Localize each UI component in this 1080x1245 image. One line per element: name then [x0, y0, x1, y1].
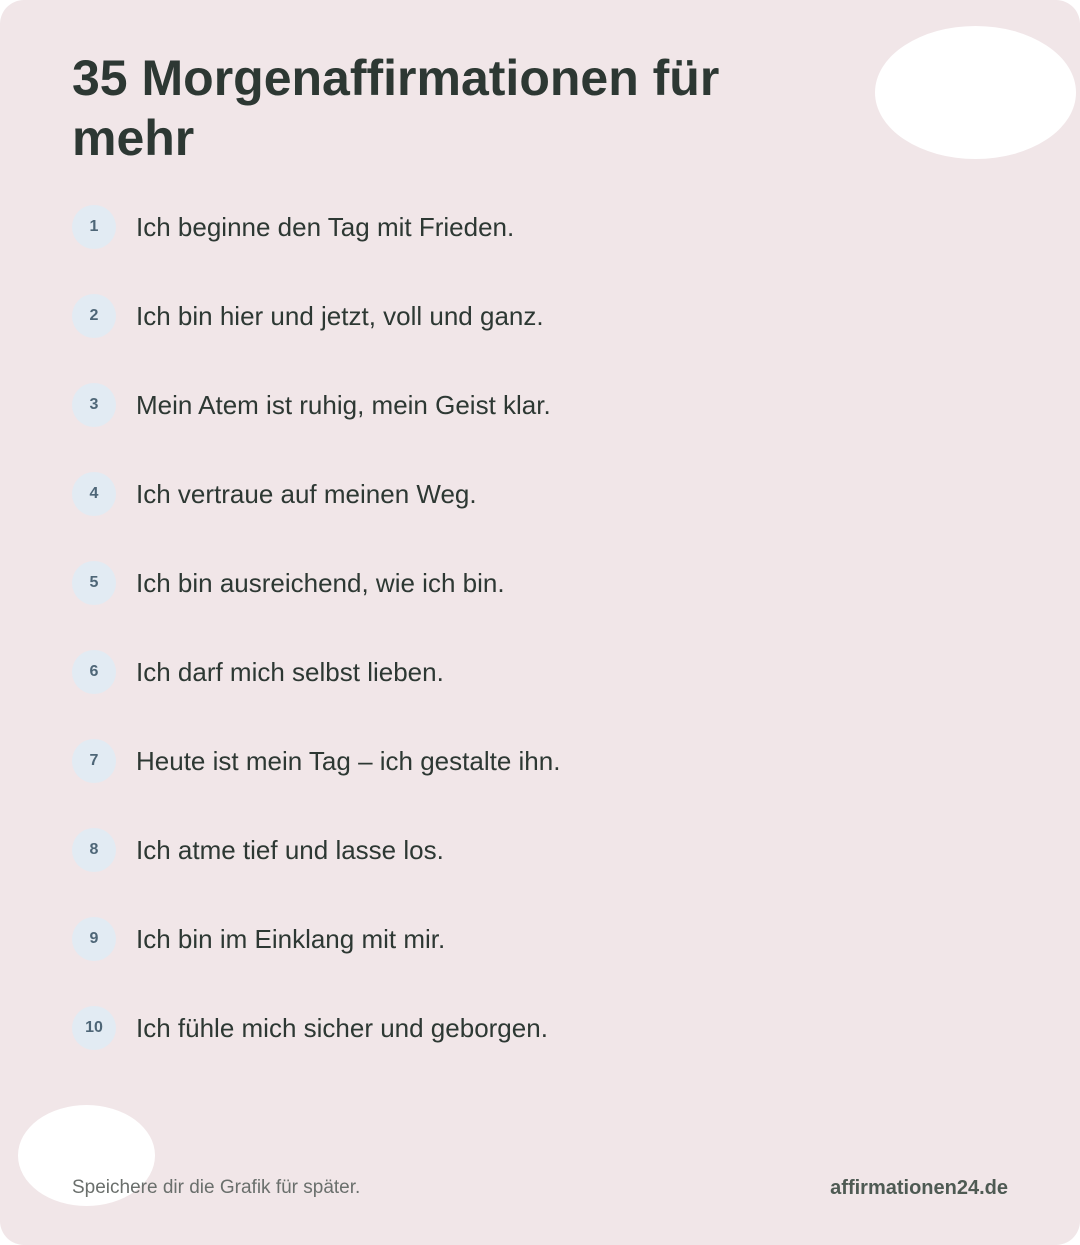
footer-brand: affirmationen24.de — [830, 1177, 1008, 1199]
number-badge: 3 — [72, 383, 116, 427]
affirmation-list — [72, 204, 560, 1094]
affirmation-text: Ich beginne den Tag mit Frieden. — [136, 211, 515, 242]
list-item — [72, 916, 560, 962]
affirmation-text: Ich bin hier und jetzt, voll und ganz. — [136, 300, 544, 331]
number-badge: 9 — [72, 917, 116, 961]
number-badge: 4 — [72, 472, 116, 516]
number-badge: 6 — [72, 650, 116, 694]
list-item — [72, 827, 560, 873]
affirmation-text: Ich fühle mich sicher und geborgen. — [136, 1012, 548, 1043]
affirmation-text: Ich bin im Einklang mit mir. — [136, 923, 446, 954]
list-item — [72, 738, 560, 784]
number-badge: 10 — [72, 1006, 116, 1050]
number-badge: 7 — [72, 739, 116, 783]
list-item — [72, 293, 560, 339]
number-badge: 2 — [72, 294, 116, 338]
affirmation-text: Ich atme tief und lasse los. — [136, 834, 444, 865]
list-item — [72, 649, 560, 695]
list-item — [72, 1005, 560, 1051]
affirmation-text: Heute ist mein Tag – ich gestalte ihn. — [136, 745, 561, 776]
footer-note: Speichere dir die Grafik für später. — [72, 1177, 361, 1198]
affirmation-text: Mein Atem ist ruhig, mein Geist klar. — [136, 389, 551, 420]
page-title: 35 Morgenaffirmationen für mehr — [72, 50, 720, 166]
affirmation-text: Ich bin ausreichend, wie ich bin. — [136, 567, 505, 598]
number-badge: 8 — [72, 828, 116, 872]
number-badge: 1 — [72, 205, 116, 249]
list-item — [72, 471, 560, 517]
decorative-blob-top — [875, 26, 1076, 159]
list-item — [72, 204, 560, 250]
list-item — [72, 382, 560, 428]
number-badge: 5 — [72, 561, 116, 605]
list-item — [72, 560, 560, 606]
affirmation-text: Ich darf mich selbst lieben. — [136, 656, 444, 687]
affirmation-text: Ich vertraue auf meinen Weg. — [136, 478, 477, 509]
